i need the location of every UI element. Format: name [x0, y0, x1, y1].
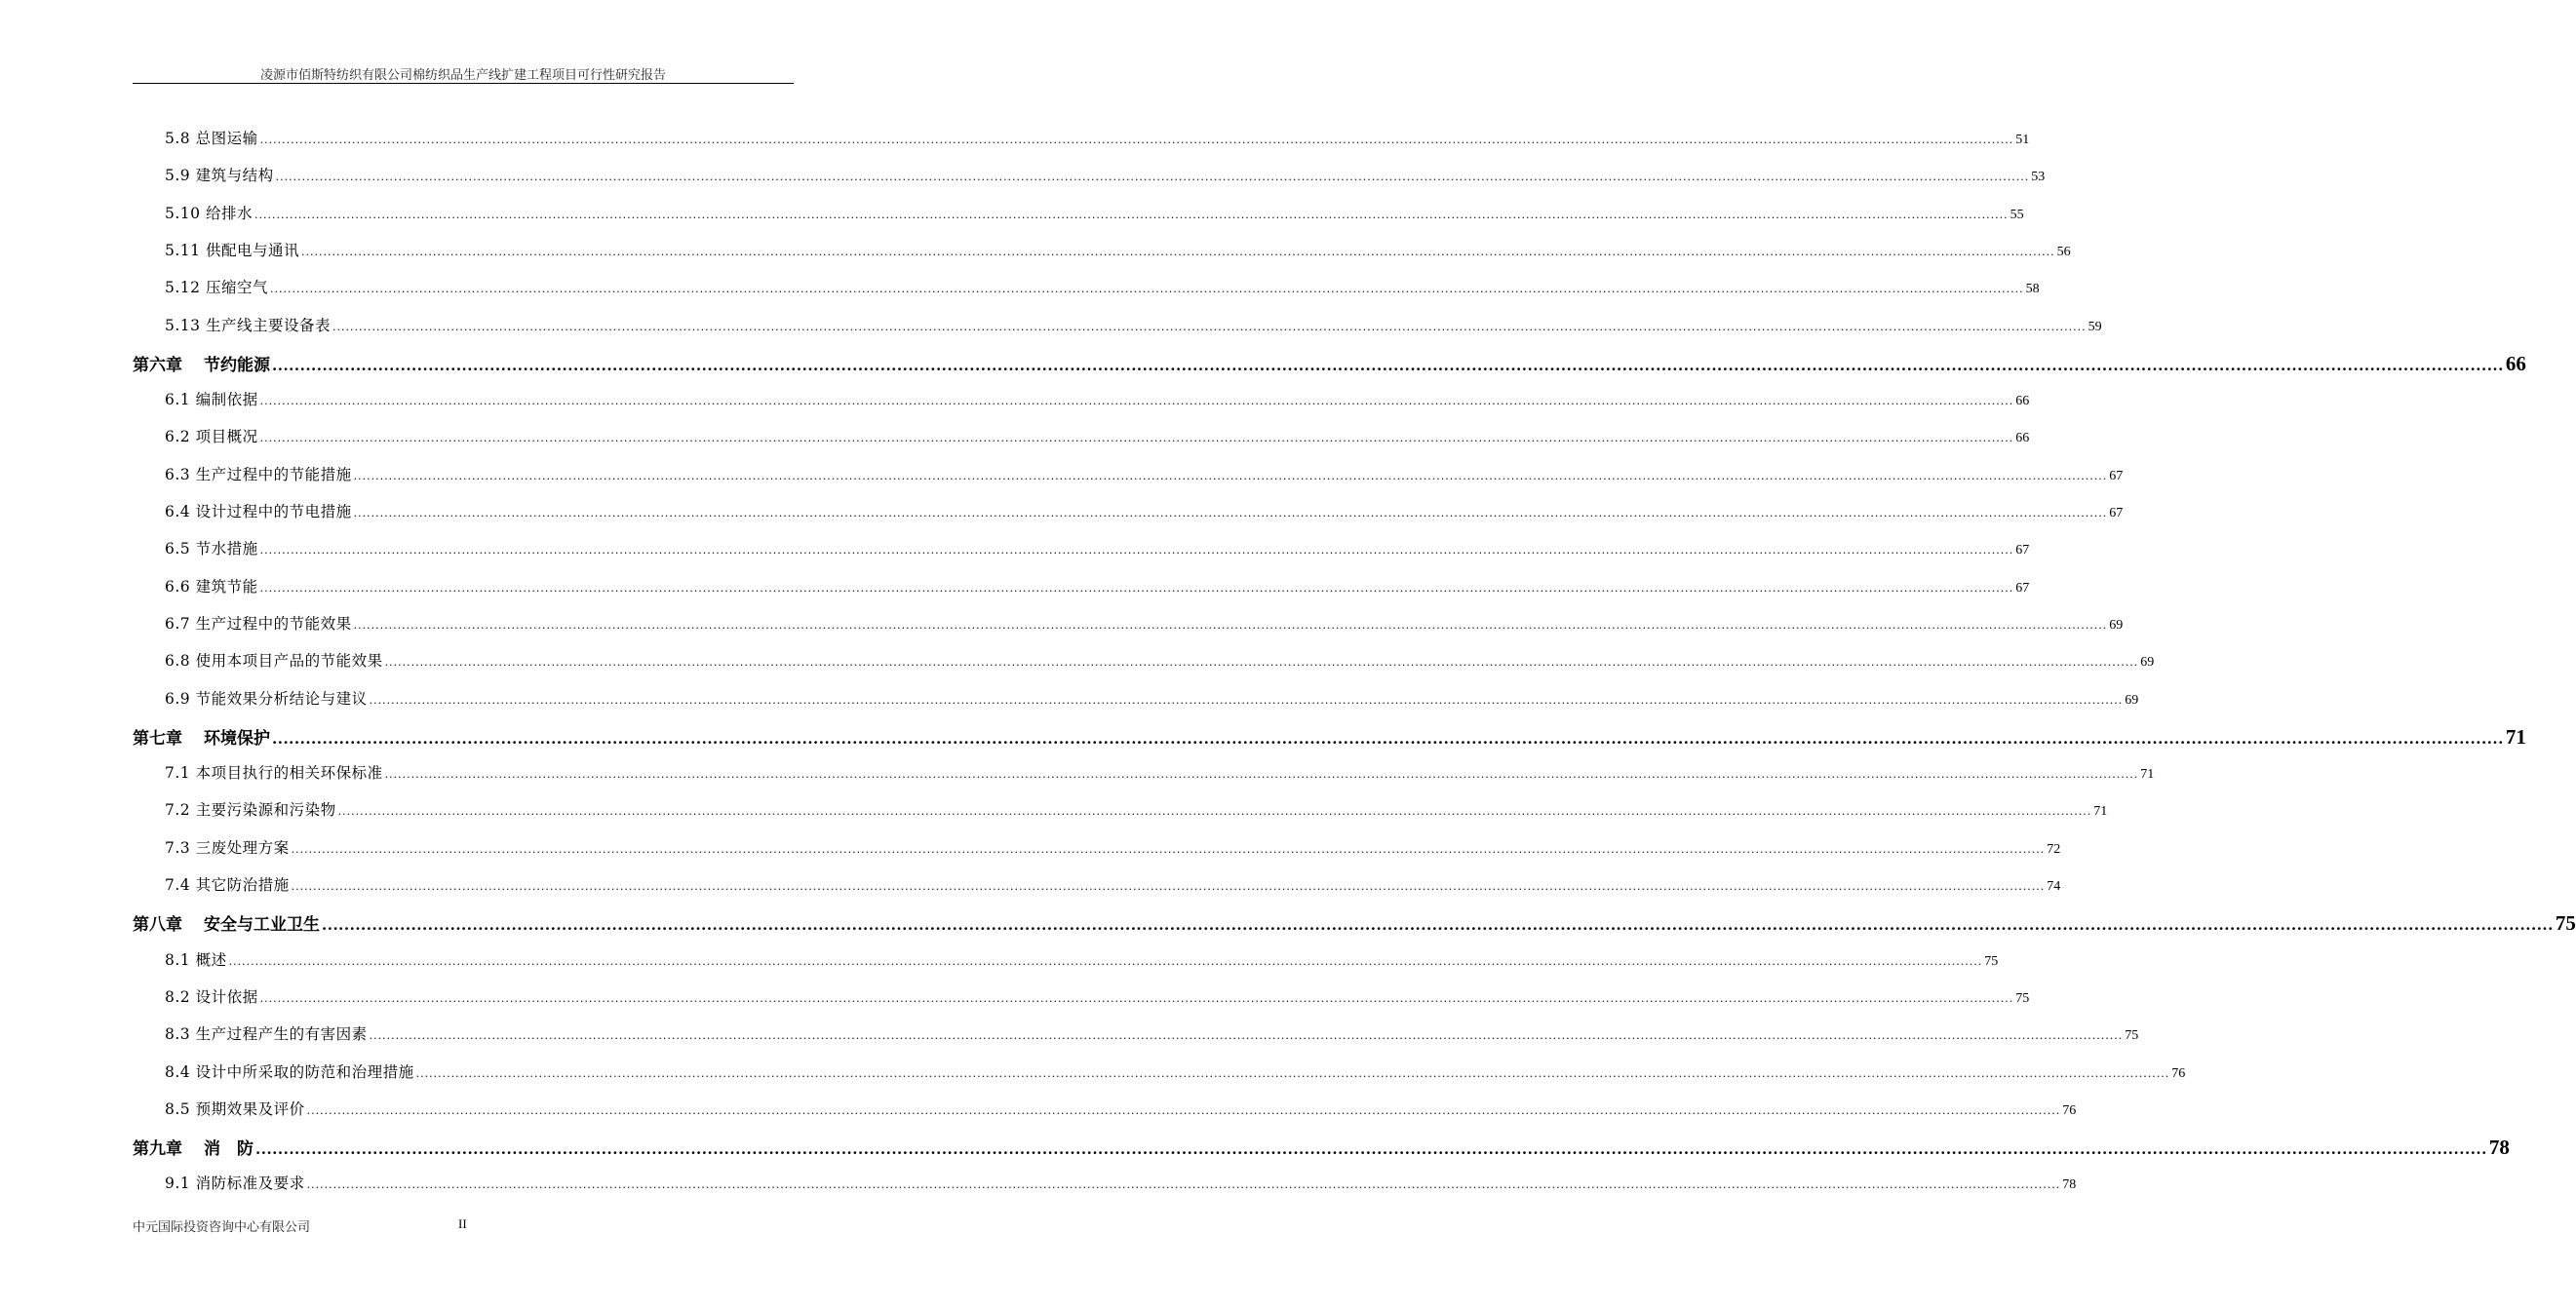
toc-entry[interactable] — [165, 500, 2124, 521]
toc-dot-leader: ................................................................................................................................................................................................................................................................................................................................................................................................................ — [306, 1103, 2061, 1117]
toc-dot-leader: ................................................................................................................................................................................................................................................................................................................................................................................................................ — [300, 245, 2055, 258]
toc-entry[interactable] — [165, 1172, 2077, 1193]
toc-page-number: 56 — [2056, 244, 2071, 259]
toc-entry-title: 给排水 — [205, 204, 253, 222]
toc-entry-title: 节约能源 — [204, 355, 270, 375]
toc-entry[interactable] — [165, 239, 2071, 260]
toc-entry-number: 第七章 — [133, 728, 182, 749]
toc-page-number: 76 — [2171, 1065, 2186, 1081]
toc-entry-title: 安全与工业卫生 — [204, 915, 320, 936]
toc-chapter-entry[interactable] — [133, 910, 2576, 936]
toc-entry-number: 7.1 — [165, 764, 191, 783]
toc-entry[interactable] — [165, 537, 2030, 559]
toc-dot-leader: ................................................................................................................................................................................................................................................................................................................................................................................................................ — [269, 283, 2024, 296]
toc-entry[interactable] — [165, 127, 2030, 148]
toc-entry-number: 5.9 — [165, 167, 191, 185]
toc-entry[interactable] — [165, 761, 2155, 783]
toc-dot-leader: ................................................................................................................................................................................................................................................................................................................................................................................................................ — [259, 544, 2014, 558]
toc-entry-title: 生产过程中的节能效果 — [195, 614, 352, 633]
toc-entry[interactable] — [165, 873, 2061, 895]
toc-chapter-entry[interactable] — [133, 724, 2526, 750]
toc-entry-title: 建筑节能 — [195, 577, 258, 596]
toc-entry-title: 其它防治措施 — [195, 876, 290, 894]
toc-entry-title: 节能效果分析结论与建议 — [195, 689, 368, 708]
toc-entry-number: 7.2 — [165, 801, 191, 820]
toc-page-number: 67 — [2015, 543, 2030, 559]
toc-page-number: 66 — [2015, 394, 2030, 409]
toc-page-number: 78 — [2488, 1136, 2510, 1160]
page-header-title: 凌源市佰斯特纺织有限公司棉纺织品生产线扩建工程项目可行性研究报告 — [259, 68, 666, 83]
toc-entry[interactable] — [165, 1098, 2077, 1119]
toc-entry[interactable] — [165, 836, 2061, 858]
toc-entry[interactable] — [165, 612, 2124, 634]
toc-chapter-entry[interactable] — [133, 1135, 2510, 1160]
toc-dot-leader: ................................................................................................................................................................................................................................................................................................................................................................................................................ — [337, 805, 2092, 819]
toc-entry-title: 主要污染源和污染物 — [195, 801, 336, 820]
toc-entry[interactable] — [165, 425, 2030, 446]
toc-entry-title: 建筑与结构 — [195, 167, 274, 185]
toc-chapter-entry[interactable] — [133, 351, 2526, 376]
toc-entry-title: 设计中所采取的防范和治理措施 — [195, 1062, 414, 1081]
toc-entry-title: 使用本项目产品的节能效果 — [195, 652, 383, 671]
toc-entry-number: 5.8 — [165, 130, 191, 147]
toc-dot-leader: ................................................................................................................................................................................................................................................................................................................................................................................................................ — [259, 134, 2014, 146]
toc-entry-number: 6.2 — [165, 428, 191, 446]
toc-entry-number: 6.9 — [165, 689, 191, 708]
toc-dot-leader: ................................................................................................................................................................................................................................................................................................................................................................................................................ — [291, 842, 2046, 856]
toc-entry-title: 消 防 — [204, 1139, 254, 1160]
toc-entry-title: 节水措施 — [195, 540, 258, 559]
toc-entry[interactable] — [165, 687, 2139, 709]
toc-dot-leader: ................................................................................................................................................................................................................................................................................................................................................................................................................ — [384, 656, 2139, 670]
toc-page-number: 69 — [2109, 617, 2124, 633]
toc-entry-number: 7.3 — [165, 838, 191, 857]
toc-dot-leader: ................................................................................................................................................................................................................................................................................................................................................................................................................ — [322, 916, 2554, 935]
toc-entry-title: 项目概况 — [195, 428, 258, 446]
toc-dot-leader: ................................................................................................................................................................................................................................................................................................................................................................................................................ — [369, 693, 2124, 707]
toc-page-number: 67 — [2109, 468, 2124, 483]
toc-dot-leader: ................................................................................................................................................................................................................................................................................................................................................................................................................ — [369, 1029, 2124, 1043]
toc-entry-number: 5.11 — [165, 241, 201, 259]
toc-page-number: 69 — [2140, 655, 2155, 671]
toc-dot-leader: ................................................................................................................................................................................................................................................................................................................................................................................................................ — [259, 991, 2014, 1005]
toc-entry-number: 6.7 — [165, 614, 191, 633]
toc-entry-number: 第九章 — [133, 1139, 182, 1160]
footer-page-number: II — [458, 1216, 467, 1231]
toc-entry[interactable] — [165, 1060, 2186, 1082]
toc-entry-title: 编制依据 — [195, 391, 258, 409]
toc-entry-number: 6.8 — [165, 652, 191, 671]
toc-entry[interactable] — [165, 388, 2030, 409]
toc-page-number: 75 — [1984, 953, 1999, 969]
toc-entry-number: 8.3 — [165, 1025, 191, 1044]
toc-page-number: 59 — [2088, 319, 2102, 334]
toc-entry-number: 8.4 — [165, 1062, 191, 1081]
toc-entry-number: 9.1 — [165, 1175, 191, 1193]
toc-page-number: 55 — [2010, 207, 2024, 222]
toc-entry[interactable] — [165, 1022, 2139, 1044]
toc-dot-leader: ................................................................................................................................................................................................................................................................................................................................................................................................................ — [272, 356, 2504, 374]
toc-dot-leader: ................................................................................................................................................................................................................................................................................................................................................................................................................ — [291, 880, 2046, 893]
toc-entry-title: 压缩空气 — [205, 279, 268, 297]
toc-entry-title: 三废处理方案 — [195, 838, 290, 857]
toc-entry-number: 第六章 — [133, 355, 182, 375]
toc-entry-number: 7.4 — [165, 876, 191, 894]
footer-company: 中元国际投资咨询中心有限公司 — [133, 1220, 311, 1235]
toc-entry[interactable] — [165, 202, 2024, 223]
toc-entry-number: 6.6 — [165, 577, 191, 596]
toc-entry-title: 生产过程中的节能措施 — [195, 465, 352, 483]
toc-entry-title: 设计过程中的节电措施 — [195, 503, 352, 520]
toc-entry-title: 本项目执行的相关环保标准 — [195, 764, 383, 783]
toc-page-number: 66 — [2015, 431, 2030, 446]
toc-entry-title: 设计依据 — [195, 987, 258, 1006]
toc-entry-title: 供配电与通讯 — [205, 241, 299, 259]
toc-page-number: 75 — [2125, 1028, 2139, 1044]
toc-entry-title: 环境保护 — [204, 728, 270, 749]
toc-dot-leader: ................................................................................................................................................................................................................................................................................................................................................................................................................ — [353, 507, 2108, 520]
toc-page-number: 58 — [2025, 282, 2040, 297]
toc-page-number: 67 — [2109, 506, 2124, 520]
toc-entry-number: 5.13 — [165, 316, 201, 334]
toc-page-number: 51 — [2015, 133, 2030, 147]
toc-page-number: 75 — [2555, 911, 2576, 936]
toc-entry-number: 5.12 — [165, 279, 201, 297]
toc-page-number: 75 — [2015, 990, 2030, 1006]
toc-dot-leader: ................................................................................................................................................................................................................................................................................................................................................................................................................ — [259, 581, 2014, 595]
toc-entry-title: 生产过程产生的有害因素 — [195, 1025, 368, 1044]
toc-entry-title: 概述 — [195, 950, 227, 969]
toc-dot-leader: ................................................................................................................................................................................................................................................................................................................................................................................................................ — [228, 954, 1983, 968]
toc-entry[interactable] — [165, 798, 2108, 820]
toc-page-number: 53 — [2031, 170, 2046, 185]
toc-entry[interactable] — [165, 985, 2030, 1007]
toc-dot-leader: ................................................................................................................................................................................................................................................................................................................................................................................................................ — [306, 1178, 2061, 1192]
toc-entry-number: 8.1 — [165, 950, 191, 969]
toc-entry-number: 6.5 — [165, 540, 191, 559]
toc-entry-number: 第八章 — [133, 915, 182, 936]
toc-dot-leader: ................................................................................................................................................................................................................................................................................................................................................................................................................ — [255, 1140, 2487, 1159]
toc-entry[interactable] — [165, 575, 2030, 597]
toc-entry-number: 6.4 — [165, 503, 191, 520]
toc-entry[interactable] — [165, 314, 2102, 335]
toc-entry-number: 6.1 — [165, 391, 191, 409]
toc-entry-number: 5.10 — [165, 204, 201, 222]
toc-page-number: 71 — [2140, 767, 2155, 783]
toc-entry[interactable] — [165, 948, 1999, 970]
toc-page-number: 69 — [2125, 692, 2139, 708]
toc-dot-leader: ................................................................................................................................................................................................................................................................................................................................................................................................................ — [254, 208, 2009, 221]
toc-entry-title: 消防标准及要求 — [195, 1175, 305, 1193]
toc-page-number: 71 — [2093, 804, 2108, 820]
toc-entry[interactable] — [165, 463, 2124, 484]
toc-page-number: 78 — [2062, 1177, 2077, 1193]
toc-dot-leader: ................................................................................................................................................................................................................................................................................................................................................................................................................ — [259, 395, 2014, 408]
toc-dot-leader: ................................................................................................................................................................................................................................................................................................................................................................................................................ — [415, 1066, 2170, 1080]
header-rule — [133, 83, 794, 84]
toc-entry-title: 预期效果及评价 — [195, 1099, 305, 1118]
toc-dot-leader: ................................................................................................................................................................................................................................................................................................................................................................................................................ — [272, 729, 2504, 748]
toc-entry-number: 8.2 — [165, 987, 191, 1006]
toc-dot-leader: ................................................................................................................................................................................................................................................................................................................................................................................................................ — [332, 320, 2087, 333]
toc-dot-leader: ................................................................................................................................................................................................................................................................................................................................................................................................................ — [259, 432, 2014, 445]
toc-entry-number: 8.5 — [165, 1099, 191, 1118]
toc-page-number: 71 — [2505, 724, 2526, 749]
toc-page-number: 67 — [2015, 580, 2030, 596]
toc-page-number: 76 — [2062, 1102, 2077, 1118]
toc-page-number: 74 — [2047, 879, 2061, 894]
toc-entry[interactable] — [165, 276, 2040, 297]
toc-entry-title: 总图运输 — [195, 130, 258, 147]
toc-entry-title: 生产线主要设备表 — [205, 316, 331, 334]
toc-entry[interactable] — [165, 649, 2155, 671]
toc-dot-leader: ................................................................................................................................................................................................................................................................................................................................................................................................................ — [275, 171, 2030, 184]
toc-dot-leader: ................................................................................................................................................................................................................................................................................................................................................................................................................ — [384, 768, 2139, 782]
toc-page-number: 66 — [2505, 351, 2526, 375]
toc-page-number: 72 — [2047, 841, 2061, 857]
toc-entry-number: 6.3 — [165, 465, 191, 483]
toc-dot-leader: ................................................................................................................................................................................................................................................................................................................................................................................................................ — [353, 618, 2108, 632]
toc-dot-leader: ................................................................................................................................................................................................................................................................................................................................................................................................................ — [353, 469, 2108, 482]
toc-entry[interactable] — [165, 164, 2046, 185]
